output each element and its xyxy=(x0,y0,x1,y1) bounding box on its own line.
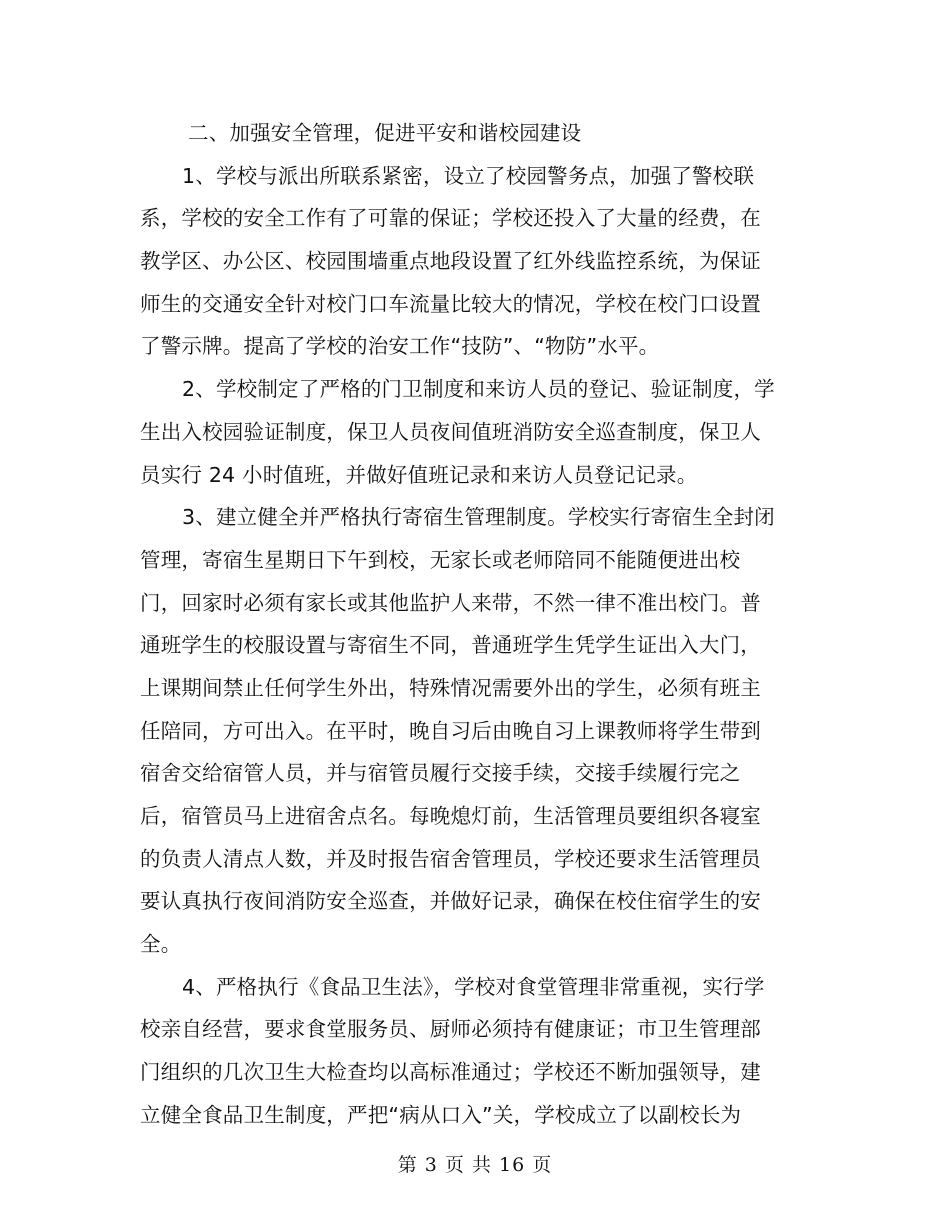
page-number-footer: 第 3 页 共 16 页 xyxy=(397,1154,553,1176)
paragraph-4-line: 4、严格执行《食品卫生法》，学校对食堂管理非常重视，实行学 xyxy=(182,974,765,999)
paragraph-2-line: 生出入校园验证制度，保卫人员夜间值班消防安全巡查制度，保卫人 xyxy=(140,419,761,444)
paragraph-1-line: 师生的交通安全针对校门口车流量比较大的情况，学校在校门口设置 xyxy=(140,291,761,316)
paragraph-3-line: 3、建立健全并严格执行寄宿生管理制度。学校实行寄宿生全封闭 xyxy=(182,505,775,530)
paragraph-3-line: 宿舍交给宿管人员，并与宿管员履行交接手续，交接手续履行完之 xyxy=(140,761,741,786)
paragraph-1-line: 1、学校与派出所联系紧密，设立了校园警务点，加强了警校联 xyxy=(182,163,755,188)
paragraph-3-line: 管理，寄宿生星期日下午到校，无家长或老师陪同不能随便进出校 xyxy=(140,547,741,572)
paragraph-4-line: 校亲自经营，要求食堂服务员、厨师必须持有健康证；市卫生管理部 xyxy=(140,1017,761,1042)
document-body xyxy=(140,112,775,1137)
paragraph-2-line: 员实行 24 小时值班，并做好值班记录和来访人员登记记录。 xyxy=(140,462,698,487)
paragraph-3-line: 后，宿管员马上进宿舍点名。每晚熄灯前，生活管理员要组织各寝室 xyxy=(140,804,761,828)
paragraph-1-line: 教学区、办公区、校园围墙重点地段设置了红外线监控系统，为保证 xyxy=(140,249,761,274)
paragraph-4-line: 立健全食品卫生制度，严把“病从口入”关，学校成立了以副校长为 xyxy=(140,1102,742,1127)
paragraph-3-line: 任陪同，方可出入。在平时，晚自习后由晚自习上课教师将学生带到 xyxy=(140,718,761,743)
paragraph-3-line: 全。 xyxy=(140,932,182,957)
paragraph-3-line: 的负责人清点人数，并及时报告宿舍管理员，学校还要求生活管理员 xyxy=(140,846,761,871)
paragraph-3-line: 通班学生的校服设置与寄宿生不同，普通班学生凭学生证出入大门， xyxy=(140,633,761,658)
paragraph-3-line: 要认真执行夜间消防安全巡查，并做好记录，确保在校住宿学生的安 xyxy=(140,889,761,914)
paragraph-4-line: 门组织的几次卫生大检查均以高标准通过；学校还不断加强领导，建 xyxy=(140,1060,761,1085)
paragraph-1-line: 系，学校的安全工作有了可靠的保证；学校还投入了大量的经费，在 xyxy=(140,206,761,231)
paragraph-3-line: 门，回家时必须有家长或其他监护人来带，不然一律不准出校门。普 xyxy=(140,590,761,615)
paragraph-2-line: 2、学校制定了严格的门卫制度和来访人员的登记、验证制度，学 xyxy=(182,377,775,402)
section-heading: 二、加强安全管理，促进平安和谐校园建设 xyxy=(188,121,582,145)
paragraph-1-line: 了警示牌。提高了学校的治安工作“技防”、“物防”水平。 xyxy=(140,334,660,359)
paragraph-3-line: 上课期间禁止任何学生外出，特殊情况需要外出的学生，必须有班主 xyxy=(140,675,761,700)
